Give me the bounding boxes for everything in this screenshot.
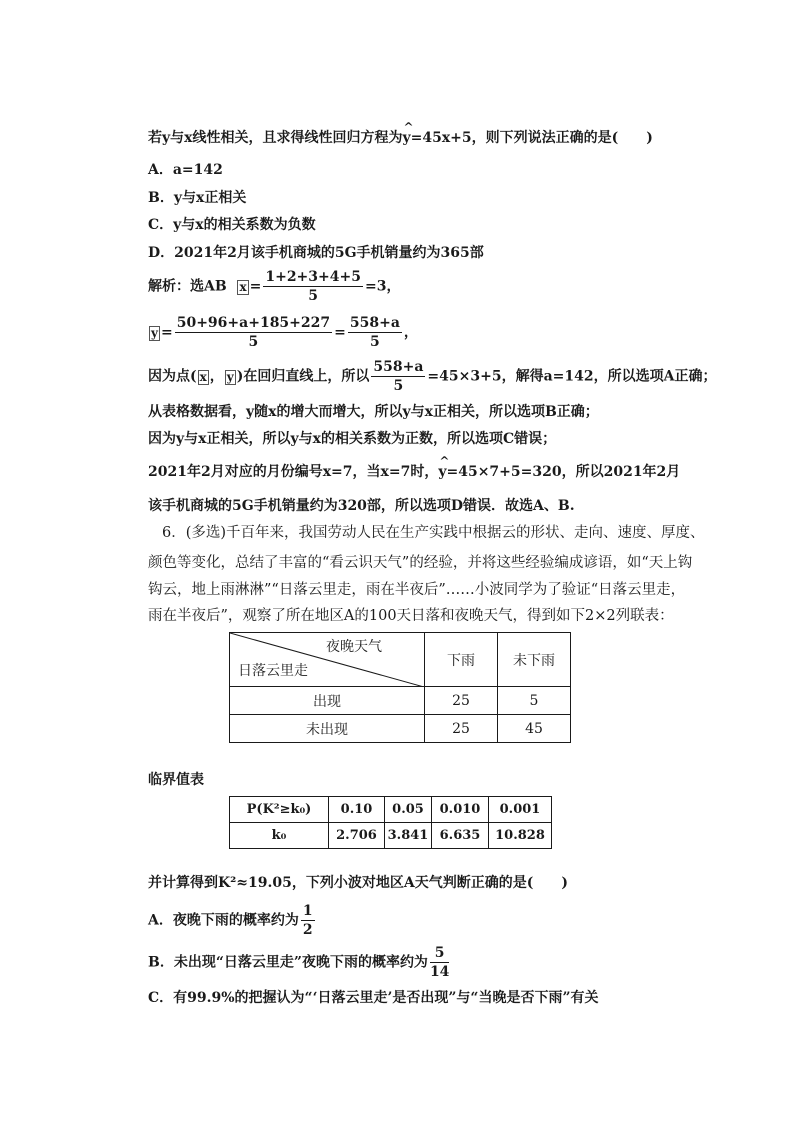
diagonal-corner-cell <box>230 633 425 687</box>
fraction-y-mean-2 <box>348 314 402 351</box>
q6-option-b <box>148 944 451 981</box>
option-text: A．夜晚下雨的概率约为 <box>148 912 299 929</box>
x-bar-symbol: x <box>239 279 247 294</box>
critical-value-title: 临界值表 <box>148 772 204 788</box>
contingency-table <box>229 632 571 743</box>
header-cell: 未下雨 <box>498 633 571 687</box>
corner-bottom-label: 日落云里走 <box>238 663 308 679</box>
q6-stem: 并计算得到K²≈19.05，下列小波对地区A天气判断正确的是( ) <box>148 875 568 891</box>
fraction-denominator: 5 <box>308 288 319 304</box>
text: 2021年2月对应的月份编号x=7，当x=7时， <box>148 464 439 480</box>
fraction-numerator: 558+a <box>349 315 400 331</box>
table-row <box>230 823 552 849</box>
fraction-numerator: 50+96+a+185+227 <box>176 315 331 331</box>
solution-line-3 <box>148 358 716 395</box>
x-bar-symbol: x <box>199 369 207 384</box>
table-cell: 5 <box>498 687 571 715</box>
q5-stem-text: 若y与x线性相关，且求得线性回归方程为 <box>148 130 403 146</box>
critical-value-table <box>229 796 552 849</box>
q6-line-2: 颜色等变化，总结了丰富的“看云识天气”的经验，并将这些经验编成谚语，如“天上钩 <box>148 555 693 571</box>
y-bar-symbol: y <box>226 369 234 384</box>
row-label-cell: P(K²≥k₀) <box>230 797 329 823</box>
q5-option-b: B．y与x正相关 <box>148 190 247 206</box>
fraction-denominator: 5 <box>370 334 380 350</box>
text: =45×3+5，解得a=142，所以选项A正确； <box>427 368 717 385</box>
fraction-numerator: 558+a <box>373 359 424 375</box>
q6-line-1: 6．(多选)千百年来，我国劳动人民在生产实践中根据云的形状、走向、速度、厚度、 <box>162 525 705 541</box>
table-cell: 0.001 <box>489 797 552 823</box>
table-cell: 6.635 <box>432 823 489 849</box>
text: )在回归直线上，所以 <box>236 368 370 385</box>
table-cell: 10.828 <box>489 823 552 849</box>
q5-option-a: A．a=142 <box>148 162 223 178</box>
y-hat-symbol: ^ y <box>438 462 446 482</box>
fraction-denominator: 14 <box>429 964 450 980</box>
table-row <box>230 797 552 823</box>
fraction-denominator: 5 <box>248 334 259 350</box>
fraction-option-a <box>301 902 315 939</box>
row-label-cell: k₀ <box>230 823 329 849</box>
equals-sign: = <box>249 278 262 295</box>
q5-option-d: D．2021年2月该手机商城的5G手机销量约为365部 <box>148 245 484 261</box>
table-cell: 2.706 <box>329 823 385 849</box>
text: 因为点( <box>148 368 197 385</box>
text: ， <box>209 368 224 385</box>
q5-option-c: C．y与x的相关系数为负数 <box>148 217 316 233</box>
table-row <box>230 687 571 715</box>
fraction-numerator: 5 <box>430 944 449 963</box>
q6-line-4: 雨在半夜后”，观察了所在地区A的100天日落和夜晚天气，得到如下2×2列联表： <box>148 608 674 624</box>
fraction-substitution <box>371 358 425 395</box>
table-cell: 3.841 <box>385 823 432 849</box>
header-cell: 下雨 <box>425 633 498 687</box>
table-cell: 0.10 <box>329 797 385 823</box>
equals-sign: = <box>160 324 173 341</box>
fraction-numerator: 1 <box>302 903 313 919</box>
table-cell: 45 <box>498 715 571 743</box>
table-cell: 25 <box>425 715 498 743</box>
fraction-numerator: 1+2+3+4+5 <box>265 269 361 285</box>
solution-line-7: 该手机商城的5G手机销量约为320部，所以选项D错误．故选A、B. <box>148 498 575 514</box>
q6-option-c: C．有99.9%的把握认为“‘日落云里走’是否出现”与“当晚是否下雨”有关 <box>148 990 599 1006</box>
fraction-y-mean <box>175 314 332 351</box>
q6-line-3: 钩云，地上雨淋淋”“日落云里走，雨在半夜后”……小波同学为了验证“日落云里走， <box>148 582 686 598</box>
table-cell: 0.010 <box>432 797 489 823</box>
text: =45×7+5=320，所以2021年2月 <box>446 464 681 480</box>
y-hat-symbol: ^ y <box>402 128 410 148</box>
row-label-cell: 未出现 <box>230 715 425 743</box>
table-header-row <box>230 633 571 687</box>
solution-intro: 解析：选AB <box>148 278 227 295</box>
solution-line-5: 因为y与x正相关，所以y与x的相关系数为正数，所以选项C错误； <box>148 431 557 447</box>
q5-stem <box>148 128 653 148</box>
solution-line-2 <box>148 314 418 351</box>
solution-line-4: 从表格数据看，y随x的增大而增大，所以y与x正相关，所以选项B正确； <box>148 404 599 420</box>
solution-line-6 <box>148 462 680 482</box>
y-mean-result: ， <box>403 324 418 341</box>
table-cell: 25 <box>425 687 498 715</box>
corner-top-label: 夜晚天气 <box>326 639 382 655</box>
option-text: B．未出现“日落云里走”夜晚下雨的概率约为 <box>148 954 428 971</box>
equals-sign: = <box>334 324 346 341</box>
q6-option-a <box>148 902 317 939</box>
x-mean-result: =3， <box>364 278 401 295</box>
fraction-denominator: 2 <box>302 922 313 938</box>
table-cell: 0.05 <box>385 797 432 823</box>
y-bar-symbol: y <box>151 325 158 340</box>
fraction-denominator: 5 <box>393 378 404 394</box>
q5-stem-text-2: =45x+5，则下列说法正确的是( ) <box>410 130 653 146</box>
table-row <box>230 715 571 743</box>
fraction-option-b <box>430 944 449 981</box>
fraction-x-mean <box>263 268 363 305</box>
solution-line-1 <box>148 268 400 305</box>
row-label-cell: 出现 <box>230 687 425 715</box>
